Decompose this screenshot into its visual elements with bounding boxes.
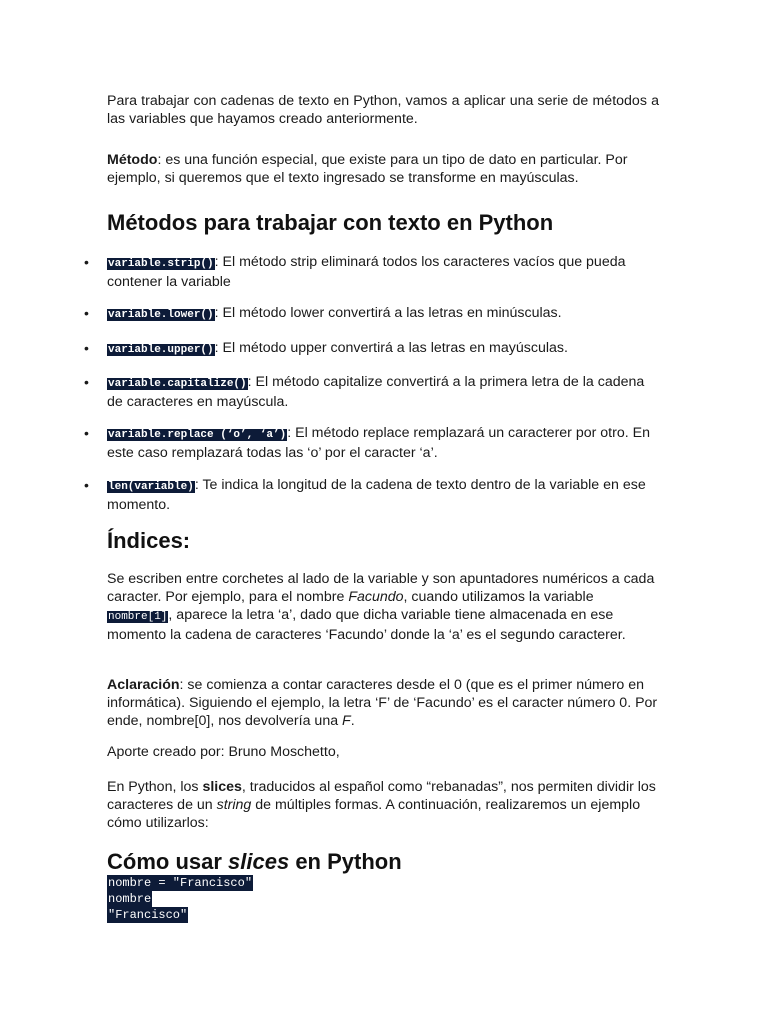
list-item-text: : El método upper convertirá a las letras en mayúsculas. bbox=[214, 340, 568, 356]
code-snippet: variable.capitalize() bbox=[108, 378, 247, 390]
code-snippet: nombre[1] bbox=[108, 611, 168, 623]
list-item-text: : El método capitalize convertirá a la primera letra de la cadena de caracteres en mayúscula. bbox=[107, 374, 645, 410]
slices-term: slices bbox=[202, 779, 242, 795]
slices-heading-b: en Python bbox=[289, 849, 402, 874]
clarification-text: : se comienza a contar caracteres desde el 0 (que es el primer número en informática). Siguiendo el ejemplo, la letra ‘F’ de ‘Facundo’ es el caracter número 0. Por ende, nombre[0], nos devolvería una bbox=[107, 677, 658, 729]
bullet-icon: • bbox=[84, 477, 89, 493]
code-line: nombre bbox=[108, 892, 152, 906]
slices-heading bbox=[107, 849, 402, 875]
clarification-paragraph bbox=[107, 676, 659, 730]
code-snippet: variable.replace (‘o’, ‘a’) bbox=[108, 429, 287, 441]
list-item bbox=[84, 339, 659, 359]
list-item bbox=[84, 373, 659, 411]
slices-string-term: string bbox=[216, 797, 252, 813]
bullet-icon: • bbox=[84, 425, 89, 441]
method-definition bbox=[107, 151, 659, 187]
list-item bbox=[84, 424, 659, 462]
code-snippet: len(variable) bbox=[108, 481, 194, 493]
slices-heading-a: Cómo usar bbox=[107, 849, 229, 874]
slices-text-a: En Python, los bbox=[107, 779, 203, 795]
slices-heading-em: slices bbox=[228, 849, 290, 874]
list-item-text: : El método strip eliminará todos los caracteres vacíos que pueda contener la variable bbox=[107, 254, 626, 290]
indices-text-a: Se escriben entre corchetes al lado de la variable y son apuntadores numéricos a cada caracter. Por ejemplo, para el nombre bbox=[107, 571, 655, 605]
clarification-letter: F bbox=[342, 713, 351, 729]
list-item bbox=[84, 253, 659, 291]
code-snippet: variable.lower() bbox=[108, 309, 214, 321]
intro-paragraph: Para trabajar con cadenas de texto en Python, vamos a aplicar una serie de métodos a las variables que hayamos creado anteriormente. bbox=[107, 93, 659, 127]
list-item-text: : El método replace remplazará un caracterer por otro. En este caso remplazará todas las ‘o’ por el caracter ‘a’. bbox=[107, 425, 650, 461]
method-term: Método bbox=[107, 152, 158, 168]
clarification-term: Aclaración bbox=[107, 677, 180, 693]
methods-heading: Métodos para trabajar con texto en Python bbox=[107, 210, 554, 235]
code-block bbox=[107, 875, 253, 923]
list-item-text: : El método lower convertirá a las letras en minúsculas. bbox=[214, 305, 562, 321]
list-item bbox=[84, 304, 659, 324]
slices-paragraph bbox=[107, 778, 659, 832]
code-snippet: variable.upper() bbox=[108, 344, 214, 356]
indices-text-b: , cuando utilizamos la variable bbox=[403, 589, 594, 605]
bullet-icon: • bbox=[84, 305, 89, 321]
clarification-end: . bbox=[350, 713, 355, 729]
code-line: nombre = "Francisco" bbox=[108, 876, 253, 890]
indices-heading: Índices: bbox=[107, 528, 191, 553]
indices-example-name: Facundo bbox=[348, 589, 404, 605]
slices-text-b: , traducidos al español como “rebanadas”, nos permiten dividir los caracteres de un bbox=[107, 779, 656, 813]
bullet-icon: • bbox=[84, 254, 89, 270]
list-item bbox=[84, 476, 659, 514]
method-definition-text: : es una función especial, que existe para un tipo de dato en particular. Por ejemplo, si queremos que el texto ingresado se transforme en mayúsculas. bbox=[107, 152, 628, 186]
code-snippet: variable.strip() bbox=[108, 258, 214, 270]
indices-text-c: , aparece la letra ‘a’, dado que dicha variable tiene almacenada en ese momento la cadena de caracteres ‘Facundo’ donde la ‘a’ es el segundo caracterer. bbox=[107, 607, 626, 643]
code-line: "Francisco" bbox=[108, 908, 188, 922]
slices-text-c: de múltiples formas. A continuación, realizaremos un ejemplo cómo utilizarlos: bbox=[107, 797, 641, 831]
indices-paragraph bbox=[107, 570, 659, 644]
bullet-icon: • bbox=[84, 340, 89, 356]
credit-line: Aporte creado por: Bruno Moschetto, bbox=[107, 744, 340, 760]
list-item-text: : Te indica la longitud de la cadena de texto dentro de la variable en ese momento. bbox=[107, 477, 646, 513]
bullet-icon: • bbox=[84, 374, 89, 390]
